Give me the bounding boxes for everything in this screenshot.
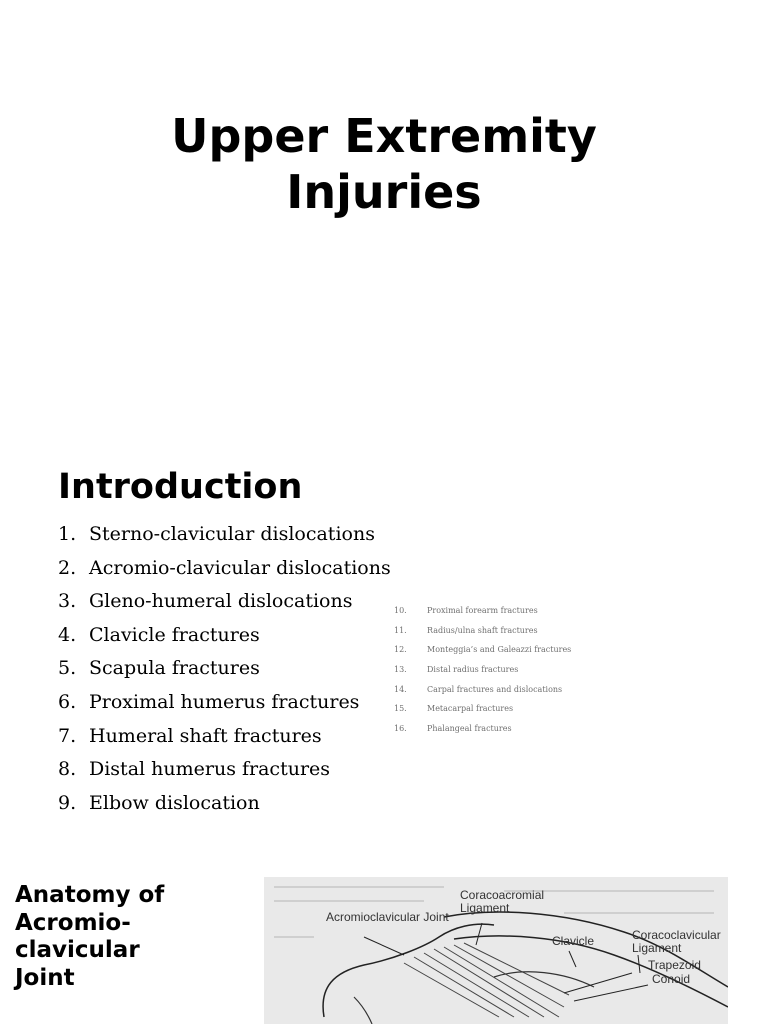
introduction-heading: Introduction [58, 467, 303, 507]
list-item [58, 521, 391, 555]
list-item-text: Phalangeal fractures [427, 724, 512, 734]
list-item [58, 622, 391, 656]
list-item-number: 11. [394, 625, 407, 635]
list-item-number: 4. [58, 623, 77, 646]
label-ac-joint: Acromioclavicular Joint [326, 910, 449, 924]
list-item-number: 1. [58, 523, 77, 545]
list-item-text: Radius/ulna shaft fractures [427, 625, 538, 635]
list-item-text: Clavicle fractures [89, 623, 260, 646]
label-coracoacromial-ligament: Coracoacromial Ligament [460, 888, 545, 915]
list-item-text: Scapula fractures [89, 657, 260, 680]
list-item [58, 588, 391, 622]
list-item-number: 13. [394, 665, 407, 675]
list-item-number: 5. [58, 657, 77, 680]
title-line-1: Upper Extremity [171, 109, 597, 163]
list-item-text: Acromio-clavicular dislocations [89, 556, 391, 579]
anatomy-heading [15, 882, 164, 992]
list-item-text: Elbow dislocation [89, 791, 260, 814]
title-slide [0, 0, 768, 455]
list-item [394, 723, 571, 743]
injury-list [58, 521, 391, 823]
list-item-text: Distal humerus fractures [89, 758, 331, 781]
list-item-number: 8. [58, 758, 77, 781]
list-item [394, 664, 571, 684]
list-item-number: 10. [394, 606, 407, 615]
ac-joint-diagram [264, 877, 728, 1024]
list-item-text: Proximal humerus fractures [89, 690, 360, 713]
list-item-number: 12. [394, 645, 407, 655]
list-item [58, 689, 391, 723]
list-item [58, 555, 391, 589]
label-trapezoid: Trapezoid [648, 958, 701, 972]
list-item-text: Proximal forearm fractures [427, 606, 538, 615]
list-item-text: Monteggia’s and Galeazzi fractures [427, 645, 572, 655]
list-item-text: Gleno-humeral dislocations [89, 590, 353, 613]
list-item [58, 655, 391, 689]
anatomy-heading-line: clavicular [15, 937, 140, 963]
slide-title [0, 108, 768, 220]
list-item [58, 790, 391, 824]
list-item-number: 14. [394, 684, 407, 694]
anatomy-heading-line: Acromio- [15, 909, 131, 936]
list-item-number: 9. [58, 791, 77, 814]
list-item-number: 7. [58, 724, 77, 747]
list-item [394, 644, 571, 664]
list-item [58, 723, 391, 757]
label-coracoclavicular-ligament: Coracoclavicular Ligament [632, 928, 721, 955]
list-item-text: Sterno-clavicular dislocations [89, 523, 375, 545]
anatomy-heading-line: Anatomy of [15, 882, 165, 908]
label-clavicle: Clavicle [552, 934, 595, 948]
title-line-2: Injuries [286, 165, 482, 219]
list-item-text: Distal radius fractures [427, 665, 519, 675]
list-item-number: 2. [58, 556, 77, 579]
injury-list-continued [394, 605, 571, 743]
list-item-number: 16. [394, 724, 407, 734]
introduction-slide [0, 455, 768, 855]
anatomy-slide [0, 855, 768, 1024]
list-item-number: 6. [58, 690, 77, 713]
list-item-text: Humeral shaft fractures [89, 724, 322, 747]
list-item-number: 3. [58, 590, 77, 613]
anatomy-heading-line: Joint [15, 964, 75, 991]
list-item [394, 684, 571, 704]
list-item [394, 605, 571, 625]
list-item [394, 703, 571, 723]
list-item-text: Metacarpal fractures [427, 704, 514, 714]
label-conoid: Conoid [652, 972, 691, 986]
list-item [58, 756, 391, 790]
list-item [394, 625, 571, 645]
list-item-number: 15. [394, 704, 407, 714]
list-item-text: Carpal fractures and dislocations [427, 684, 563, 694]
